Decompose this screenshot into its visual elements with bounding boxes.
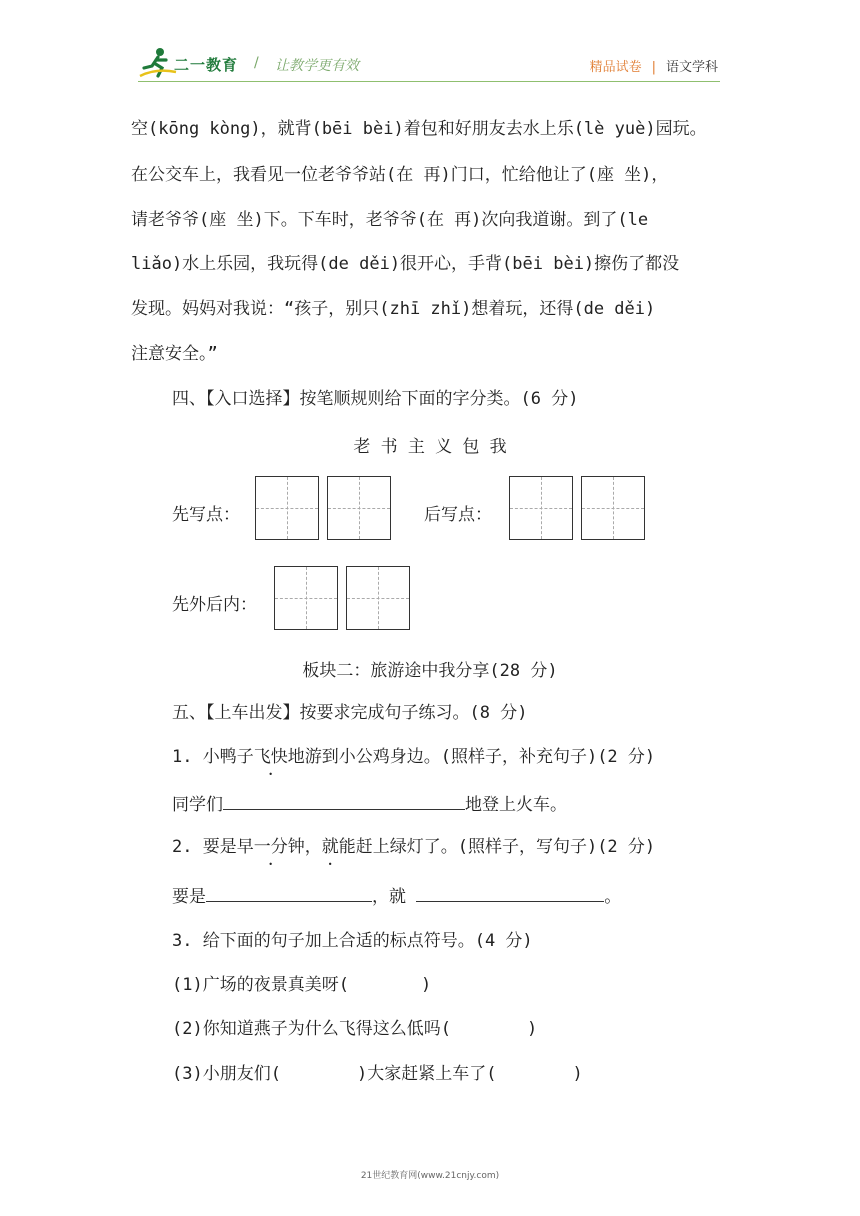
- writing-grid-box[interactable]: [327, 476, 391, 540]
- q3-3-prefix: (3)小朋友们(: [172, 1064, 281, 1084]
- passage-line-2: 在公交车上，我看见一位老爷爷站(在 再)门口，忙给他让了(座 坐)，: [131, 165, 669, 185]
- writing-grid-box[interactable]: [509, 476, 573, 540]
- passage-line-5: 发现。妈妈对我说：“孩子，别只(zhī zhǐ)想着玩，还得(de děi): [131, 299, 656, 319]
- q3-1-prefix: (1)广场的夜景真美呀(: [172, 975, 349, 995]
- q2-answer-prefix: 要是: [172, 887, 206, 907]
- runner-logo-icon: [138, 46, 178, 80]
- section-5-title: 五、【上车出发】按要求完成句子练习。(8 分): [172, 703, 528, 723]
- q2-part-e: 能赶上绿灯了。(照样子，写句子)(2 分): [338, 837, 656, 857]
- q2-answer-suffix: 。: [604, 887, 622, 907]
- q1-answer-prefix: 同学们: [172, 795, 223, 815]
- answer-blank[interactable]: [416, 883, 604, 902]
- answer-blank[interactable]: [223, 791, 465, 810]
- slogan: 让教学更有效: [275, 58, 359, 74]
- question-3-1: [172, 973, 431, 997]
- question-1: [172, 745, 655, 769]
- header-tags: [590, 56, 718, 75]
- passage-line-1: 空(kōng kòng)，就背(bēi bèi)着包和好朋友去水上乐(lè yuè)园玩。: [131, 119, 707, 139]
- q2-part-a: 2. 要是: [172, 837, 237, 857]
- q2-part-c: ，: [304, 837, 322, 857]
- q2-emphasized-phrase: 早一分钟: [236, 837, 305, 857]
- question-2: [172, 835, 655, 859]
- tag-separator: |: [651, 60, 656, 75]
- passage-line-3: 请老爷爷(座 坐)下。下车时，老爷爷(在 再)次向我道谢。到了(le: [131, 210, 649, 230]
- label-dot-last: 后写点：: [424, 505, 492, 525]
- q2-emphasized-word: 就: [321, 837, 339, 857]
- q3-2-suffix: ): [526, 1019, 538, 1039]
- header-divider: [138, 81, 720, 82]
- tag-premium: 精品试卷: [589, 60, 642, 75]
- q1-emphasized-word: 飞快: [253, 747, 288, 767]
- q3-2-prefix: (2)你知道燕子为什么飞得这么低吗(: [172, 1019, 451, 1039]
- label-outside-first: 先外后内：: [172, 595, 257, 615]
- writing-grid-box[interactable]: [581, 476, 645, 540]
- q1-suffix: 地游到小公鸡身边。(照样子，补充句子)(2 分): [287, 747, 656, 767]
- answer-blank[interactable]: [206, 883, 372, 902]
- question-3-title: 3. 给下面的句子加上合适的标点符号。(4 分): [172, 931, 533, 951]
- passage-line-6: 注意安全。”: [131, 344, 218, 364]
- q3-1-suffix: ): [420, 975, 432, 995]
- section-4-title: 四、【入口选择】按笔顺规则给下面的字分类。(6 分): [172, 389, 579, 409]
- tag-subject: 语文学科: [665, 60, 718, 75]
- passage-line-4: liǎo)水上乐园，我玩得(de děi)很开心，手背(bēi bèi)擦伤了都没: [131, 254, 680, 274]
- q1-prefix: 1. 小鸭子: [172, 747, 254, 767]
- q1-answer-suffix: 地登上火车。: [465, 795, 567, 815]
- block-2-title: 板块二：旅游途中我分享(28 分): [302, 661, 558, 681]
- brand-name: 二一教育: [174, 56, 239, 74]
- slogan-separator: /: [254, 55, 259, 71]
- question-3-3: [172, 1062, 583, 1086]
- writing-grid-box[interactable]: [274, 566, 338, 630]
- page-header: [0, 0, 860, 100]
- q3-3-middle: )大家赶紧上车了(: [356, 1064, 497, 1084]
- character-list: 老 书 主 义 包 我: [353, 437, 507, 457]
- writing-grid-box[interactable]: [255, 476, 319, 540]
- question-1-answer: [172, 791, 567, 817]
- q3-3-suffix: ): [572, 1064, 583, 1084]
- question-2-answer: [172, 883, 621, 909]
- question-3-2: [172, 1017, 537, 1041]
- label-dot-first: 先写点：: [172, 505, 240, 525]
- page-footer: 21世纪教育网(www.21cnjy.com): [360, 1171, 500, 1181]
- writing-grid-box[interactable]: [346, 566, 410, 630]
- q2-answer-mid: ，就: [372, 887, 417, 907]
